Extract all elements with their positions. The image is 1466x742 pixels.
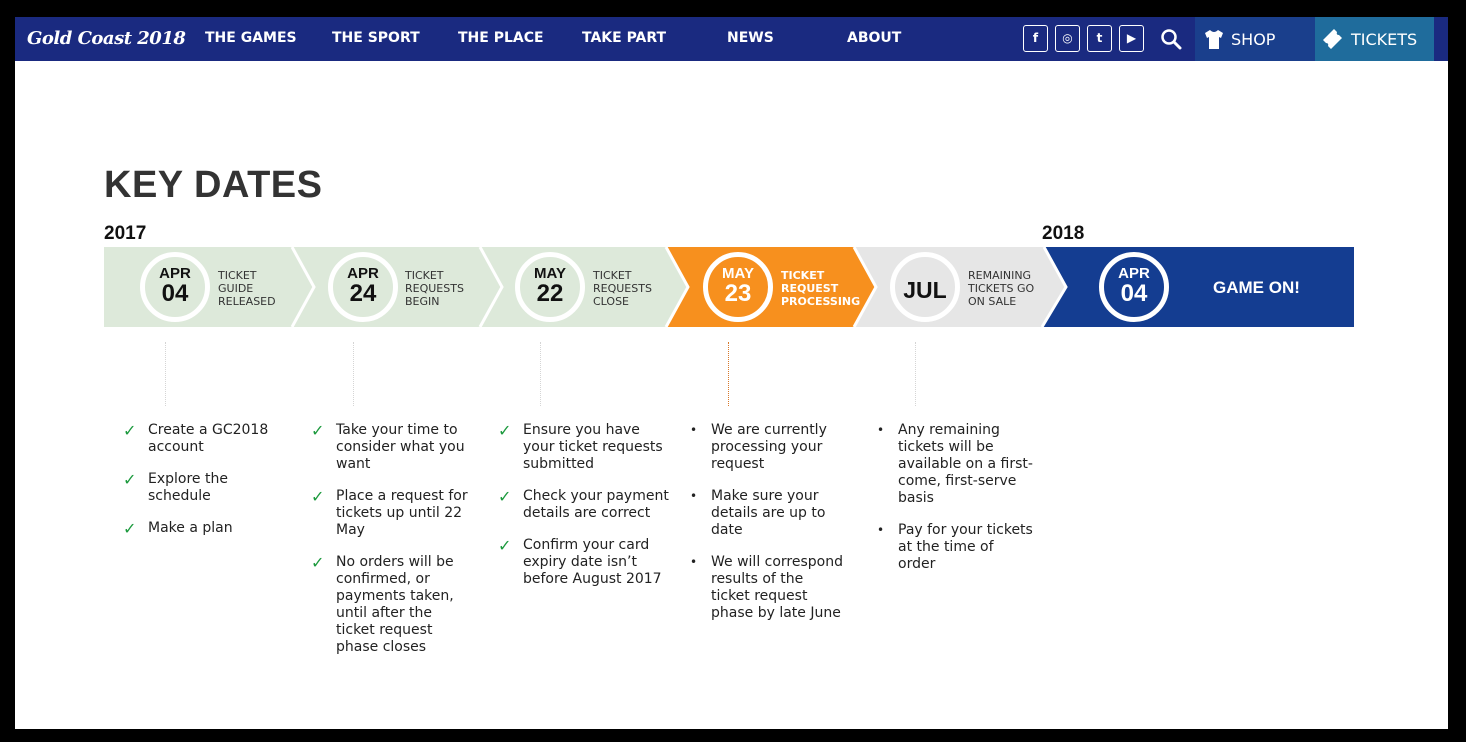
stage-date-circle: APR 24 (328, 252, 398, 322)
list-item: ✓ Ensure you have your ticket requests submitted (498, 421, 663, 472)
checkmark-icon: ✓ (311, 421, 325, 440)
stage-label: TICKET GUIDE RELEASED (218, 269, 276, 308)
timeline-segment-final (1042, 247, 1354, 327)
game-on-label: GAME ON! (1213, 278, 1300, 297)
checkmark-icon: ✓ (498, 536, 512, 555)
nav-take-part[interactable]: TAKE PART (582, 30, 667, 46)
checkmark-icon: ✓ (311, 487, 325, 506)
list-item: • Make sure your details are up to date (690, 488, 826, 538)
bullet-icon: • (877, 523, 885, 537)
checkmark-icon: ✓ (123, 421, 137, 440)
stage-connector (353, 342, 354, 406)
youtube-icon[interactable]: ▶ (1119, 25, 1144, 52)
list-item: • We are currently processing your request (690, 422, 827, 472)
site-logo[interactable]: Gold Coast 2018 (27, 28, 186, 49)
checkmark-icon: ✓ (311, 553, 325, 572)
list-item: ✓ Check your payment details are correct (498, 487, 669, 521)
stage-details-list (686, 422, 846, 637)
page-title: KEY DATES (104, 164, 323, 206)
stage-label: TICKET REQUESTS CLOSE (593, 269, 652, 308)
list-item: ✓ Create a GC2018 account (123, 421, 269, 455)
year-start: 2017 (104, 223, 147, 244)
checkmark-icon: ✓ (498, 421, 512, 440)
tickets-label: TICKETS (1351, 30, 1418, 49)
page (15, 17, 1448, 729)
stage-date-circle: JUL (890, 252, 960, 322)
nav-the-place[interactable]: THE PLACE (458, 30, 544, 46)
stage-connector (915, 342, 916, 406)
bullet-icon: • (877, 423, 885, 437)
stage-date-circle: MAY 22 (515, 252, 585, 322)
nav-news[interactable]: NEWS (727, 30, 774, 46)
stage-details-list (311, 422, 471, 671)
nav-about[interactable]: ABOUT (847, 30, 902, 46)
list-item: • We will correspond results of the ticket request phase by late June (690, 554, 843, 621)
twitter-icon[interactable]: t (1087, 25, 1112, 52)
checkmark-icon: ✓ (498, 487, 512, 506)
year-end: 2018 (1042, 223, 1085, 244)
stage-details-list (498, 422, 673, 603)
list-item: • Any remaining tickets will be available on a first-come, first-serve basis (877, 422, 1033, 506)
checkmark-icon: ✓ (123, 470, 137, 489)
stage-label-active: TICKET REQUEST PROCESSING (781, 269, 861, 308)
nav-the-games[interactable]: THE GAMES (205, 30, 297, 46)
stage-date-circle-active: MAY 23 (703, 252, 773, 322)
checkmark-icon: ✓ (123, 519, 137, 538)
stage-label: REMAINING TICKETS GO ON SALE (968, 269, 1035, 308)
stage-date-circle: APR 04 (140, 252, 210, 322)
list-item: ✓ Explore the schedule (123, 470, 228, 504)
nav-the-sport[interactable]: THE SPORT (332, 30, 420, 46)
bullet-icon: • (690, 489, 698, 503)
list-item: ✓ Confirm your card expiry date isn’t before August 2017 (498, 536, 662, 587)
stage-date-circle-final: APR 04 (1099, 252, 1169, 322)
stage-details-list (873, 422, 1033, 588)
bullet-icon: • (690, 555, 698, 569)
list-item: • Pay for your tickets at the time of order (877, 522, 1033, 572)
stage-details-list (123, 422, 283, 552)
stage-label: TICKET REQUESTS BEGIN (405, 269, 464, 308)
stage-connector-active (728, 342, 729, 406)
facebook-icon[interactable]: f (1023, 25, 1048, 52)
bullet-icon: • (690, 423, 698, 437)
shop-label: SHOP (1231, 30, 1276, 49)
stage-connector (165, 342, 166, 406)
list-item: ✓ Make a plan (123, 519, 233, 538)
list-item: ✓ No orders will be confirmed, or payments taken, until after the ticket request phase closes (311, 553, 454, 655)
list-item: ✓ Take your time to consider what you want (311, 421, 465, 472)
stage-connector (540, 342, 541, 406)
instagram-icon[interactable]: ◎ (1055, 25, 1080, 52)
list-item: ✓ Place a request for tickets up until 22 May (311, 487, 468, 538)
